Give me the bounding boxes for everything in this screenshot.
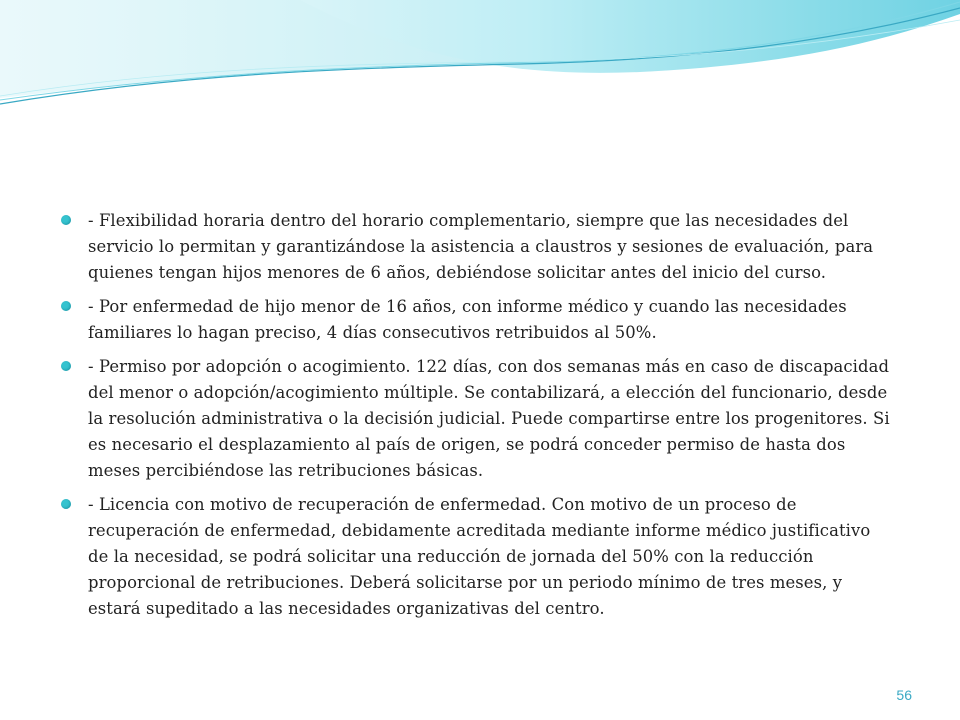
bullet-text: - Flexibilidad horaria dentro del horario complementario, siempre que las necesidades del servicio lo permitan y garantizándose la asistencia a claustros y sesiones de evaluación, para quienes tengan hijos menores de 6 años, debiéndose solicitar antes del inicio del curso. [88,211,874,282]
list-item [60,208,890,286]
bullet-text: - Por enfermedad de hijo menor de 16 años, con informe médico y cuando las necesidades familiares lo hagan preciso, 4 días consecutivos retribuidos al 50%. [88,297,847,342]
bullet-text: - Licencia con motivo de recuperación de enfermedad. Con motivo de un proceso de recuperación de enfermedad, debidamente acreditada mediante informe médico justificativo de la necesidad, se podrá solicitar una reducción de jornada del 50% con la reducción proporcional de retribuciones. Deberá solicitarse por un periodo mínimo de tres meses, y estará supeditado a las necesidades organizativas del centro. [88,495,871,618]
list-item [60,492,890,622]
bullet-list [60,208,890,630]
bullet-dot-icon [61,215,71,225]
bullet-dot-icon [61,301,71,311]
list-item [60,354,890,484]
bullet-text: - Permiso por adopción o acogimiento. 122 días, con dos semanas más en caso de discapacidad del menor o adopción/acogimiento múltiple. Se contabilizará, a elección del funcionario, desde la resolución administrativa o la decisión judicial. Puede compartirse entre los progenitores. Si es necesario el desplazamiento al país de origen, se podrá conceder permiso de hasta dos meses percibiéndose las retribuciones básicas. [88,357,890,480]
list-item [60,294,890,346]
bullet-dot-icon [61,499,71,509]
page-number: 56 [896,687,912,703]
header-wave-decoration [0,0,960,130]
bullet-dot-icon [61,361,71,371]
